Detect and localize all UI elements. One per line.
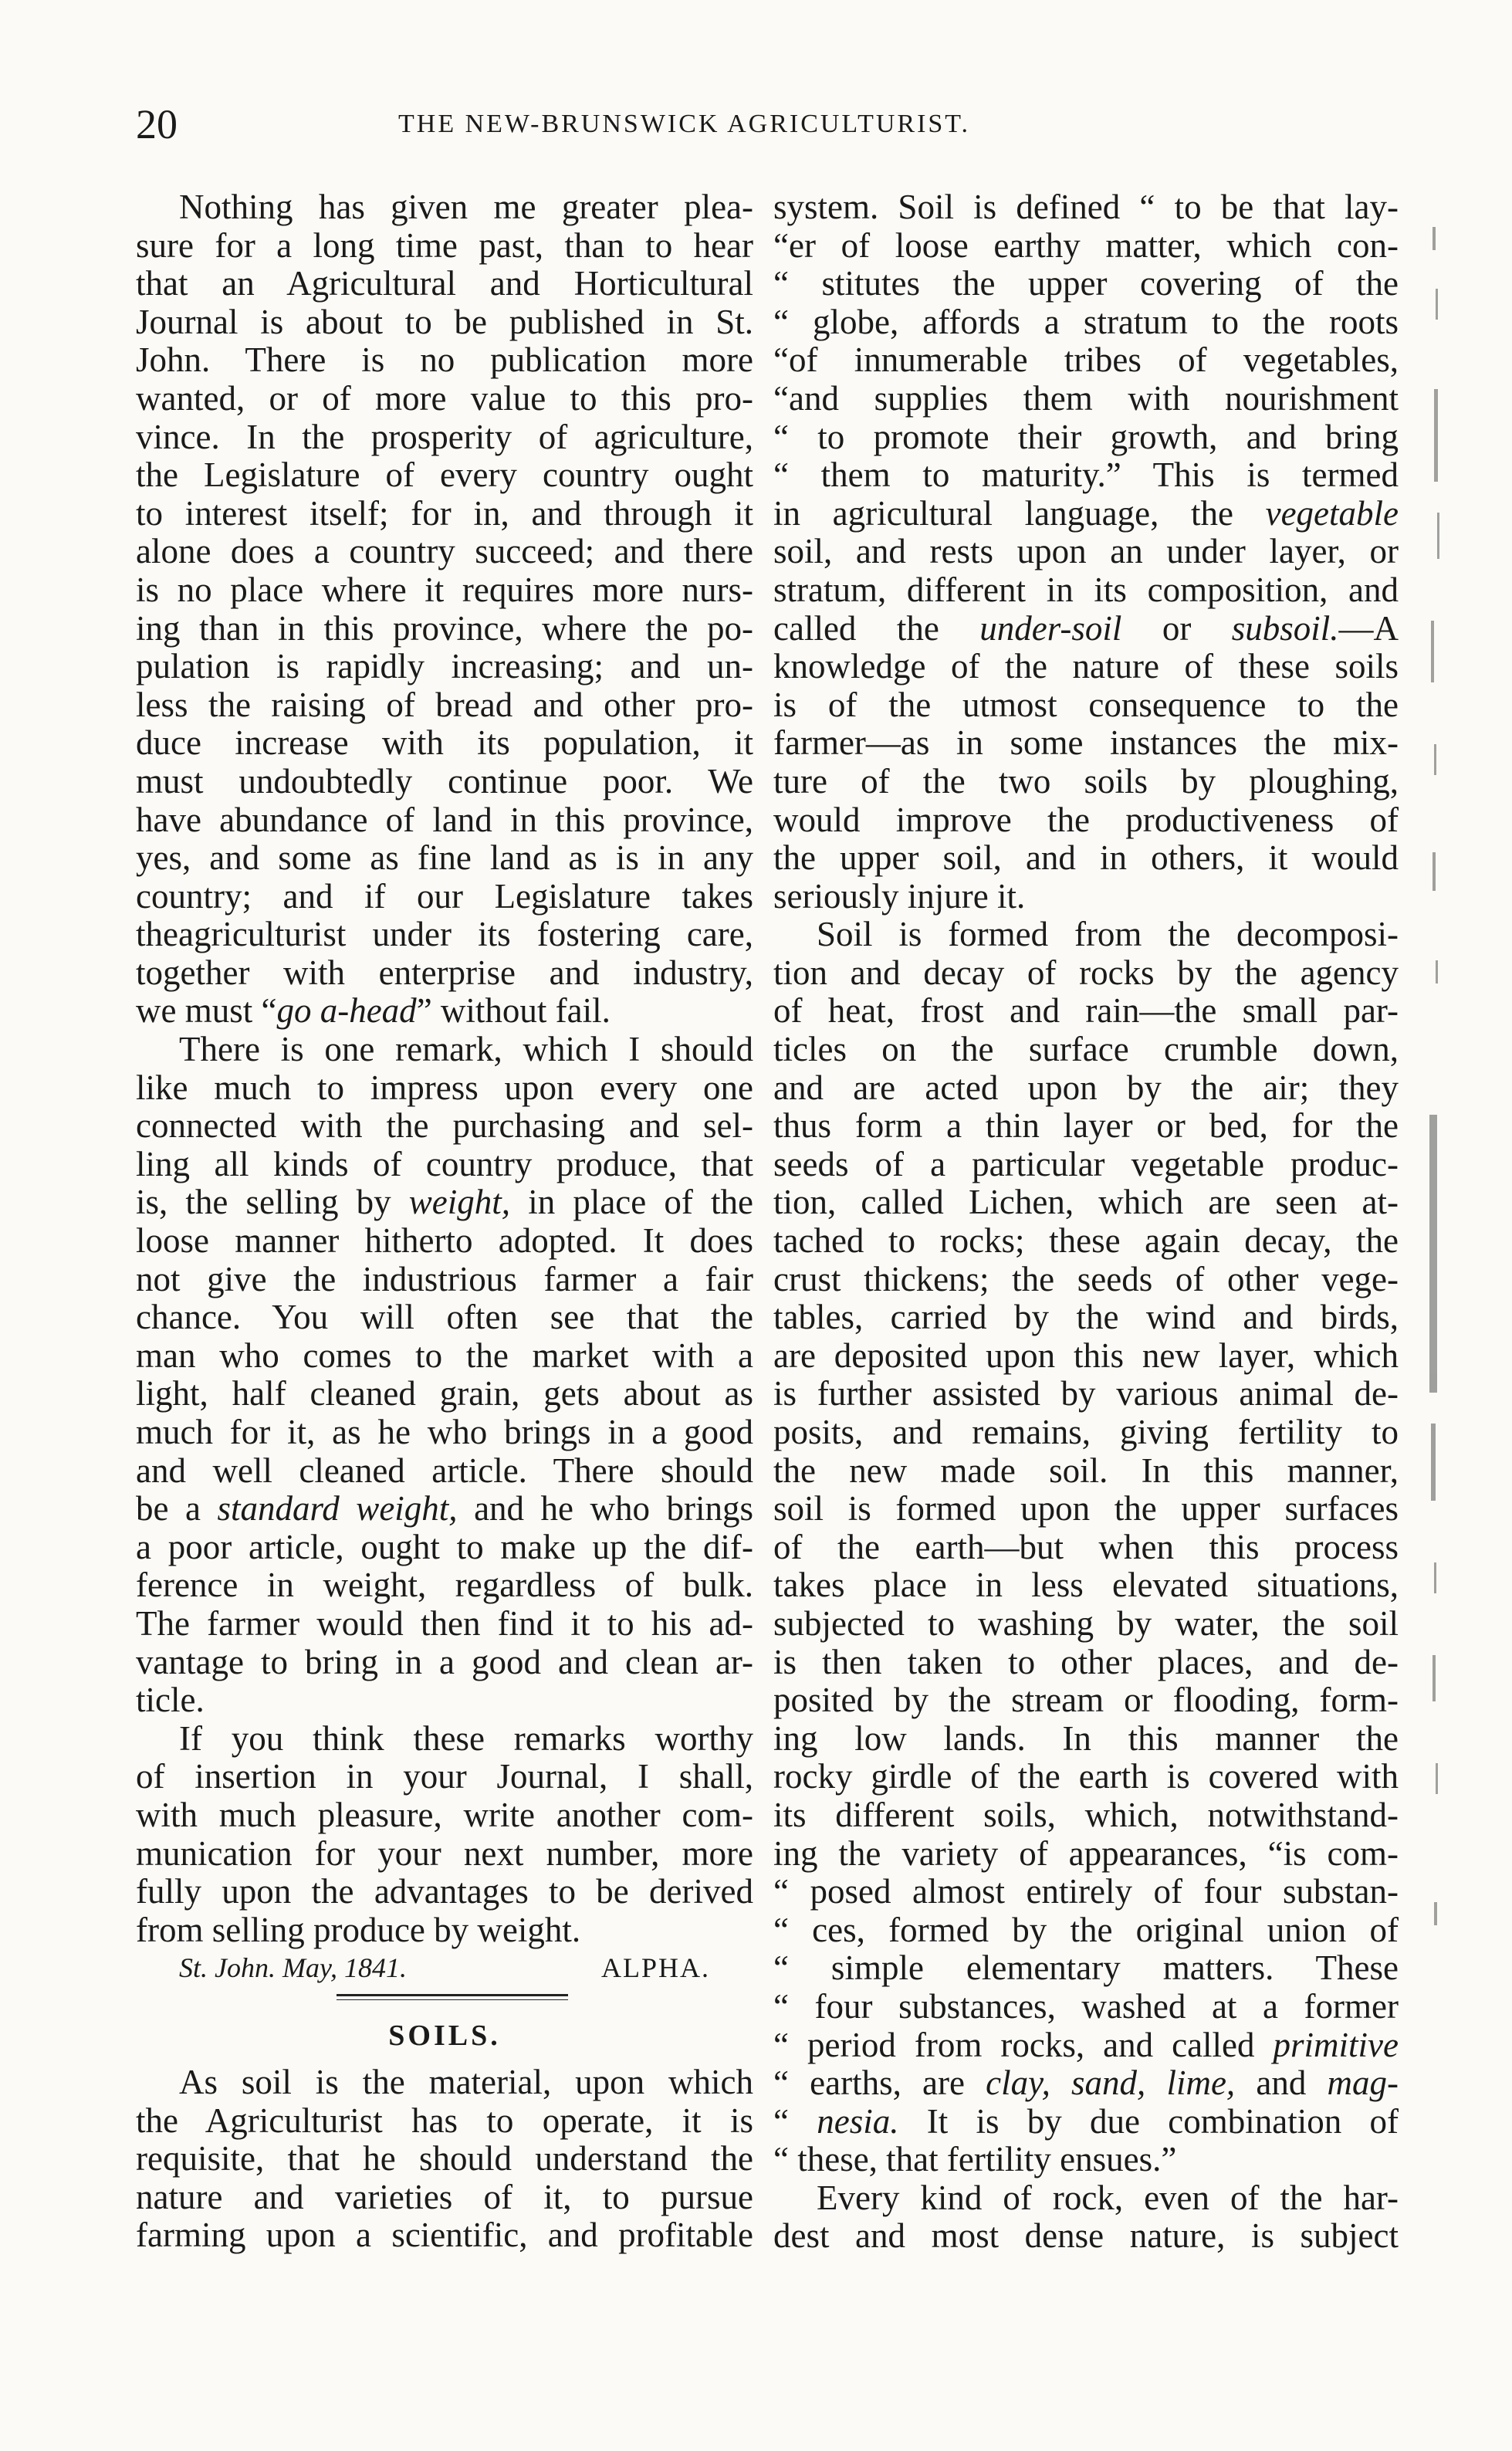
page-number: 20: [136, 101, 178, 147]
italic-phrase: primitive: [1273, 2025, 1399, 2064]
text-line: alone does a country succeed; and there: [136, 532, 753, 571]
text-line: requisite, that he should understand the: [136, 2139, 753, 2178]
text-line: ticle.: [136, 1681, 205, 1720]
text-line: is of the utmost consequence to the: [773, 685, 1399, 724]
text-line: and well cleaned article. There should: [136, 1451, 753, 1490]
text-line: the upper soil, and in others, it would: [773, 838, 1399, 878]
text-line: Every kind of rock, even of the har-: [817, 2178, 1399, 2217]
running-title: THE NEW-BRUNSWICK AGRICULTURIST.: [398, 110, 971, 138]
text-line: tion and decay of rocks by the agency: [773, 953, 1399, 992]
text-line: wanted, or of more value to this pro-: [136, 378, 753, 418]
text-fragment: It is by due combination of: [926, 2101, 1399, 2141]
text-line: “of innumerable tribes of vegetables,: [773, 340, 1399, 380]
text-line: ference in weight, regardless of bulk.: [136, 1566, 753, 1605]
text-line: less the raising of bread and other pro-: [136, 685, 753, 724]
text-line: Soil is formed from the decomposi-: [817, 915, 1399, 954]
italic-phrase: clay,: [986, 2063, 1050, 2103]
text-line: soil is formed upon the upper surfaces: [773, 1489, 1399, 1528]
text-line: There is one remark, which I should: [179, 1030, 753, 1069]
text-fragment: be a: [136, 1489, 201, 1528]
text-line: are deposited upon this new layer, which: [773, 1336, 1399, 1375]
text-line: seeds of a particular vegetable produc-: [773, 1144, 1399, 1183]
text-line: not give the industrious farmer a fair: [136, 1259, 753, 1298]
text-line: the new made soil. In this manner,: [773, 1451, 1399, 1490]
text-line: ing than in this province, where the po-: [136, 608, 753, 648]
text-line: “ four substances, washed at a former: [773, 1986, 1399, 2026]
text-line: ling all kinds of country produce, that: [136, 1144, 753, 1183]
text-line: “ them to maturity.” This is termed: [773, 455, 1399, 495]
text-line: tached to rocks; these again decay, the: [773, 1221, 1399, 1261]
text-line: from selling produce by weight.: [136, 1910, 581, 1949]
text-line: yes, and some as fine land as is in any: [136, 838, 753, 878]
section-heading-soils: SOILS.: [388, 2019, 501, 2052]
text-line: [773, 2026, 1399, 2065]
text-line: with much pleasure, write another com-: [136, 1795, 753, 1834]
text-line: crust thickens; the seeds of other vege-: [773, 1259, 1399, 1298]
text-fragment: “ earths, are: [773, 2063, 965, 2103]
text-line: would improve the productiveness of: [773, 800, 1399, 839]
text-line: of insertion in your Journal, I shall,: [136, 1757, 753, 1796]
page-header: [136, 100, 1371, 162]
text-line: farming upon a scientific, and profitable: [136, 2216, 753, 2255]
text-line: [773, 2064, 1399, 2103]
text-line: of heat, frost and rain—the small par-: [773, 991, 1399, 1031]
text-line: “and supplies them with nourishment: [773, 378, 1399, 418]
italic-phrase: subsoil.: [1231, 608, 1339, 648]
signature-author: ALPHA.: [600, 1952, 710, 1984]
italic-phrase: weight,: [408, 1183, 511, 1222]
text-line: its different soils, which, notwithstand-: [773, 1795, 1399, 1834]
text-line: the Agriculturist has to operate, it is: [136, 2101, 753, 2140]
text-line: man who comes to the market with a: [136, 1336, 753, 1375]
text-line: a poor article, ought to make up the dif-: [136, 1527, 753, 1566]
text-fragment: we must “: [136, 991, 277, 1031]
text-line: ing the variety of appearances, “is com-: [773, 1833, 1399, 1873]
text-line: country; and if our Legislature takes: [136, 876, 753, 916]
italic-phrase: standard weight,: [217, 1489, 458, 1528]
text-line: The farmer would then find it to his ad-: [136, 1603, 753, 1643]
text-line: knowledge of the nature of these soils: [773, 647, 1399, 686]
text-line: seriously injure it.: [773, 876, 1026, 916]
text-line: [773, 495, 1399, 533]
text-line: is further assisted by various animal de-: [773, 1374, 1399, 1413]
text-fragment: in agricultural language, the: [773, 493, 1233, 533]
text-line: “ ces, formed by the original union of: [773, 1910, 1399, 1949]
text-line: vince. In the prosperity of agriculture,: [136, 417, 753, 456]
signature-place-date: St. John. May, 1841.: [179, 1952, 407, 1984]
text-line: [773, 2103, 1399, 2141]
text-line: “ to promote their growth, and bring: [773, 417, 1399, 456]
text-line: is then taken to other places, and de-: [773, 1642, 1399, 1681]
text-line: light, half cleaned grain, gets about as: [136, 1374, 753, 1413]
text-line: munication for your next number, more: [136, 1833, 753, 1873]
text-line: vantage to bring in a good and clean ar-: [136, 1642, 753, 1681]
text-line: system. Soil is defined “ to be that lay-: [773, 188, 1399, 226]
italic-phrase: go a-head: [276, 991, 417, 1031]
text-line: “ stitutes the upper covering of the: [773, 264, 1399, 303]
italic-phrase: vegetable: [1265, 493, 1399, 533]
text-line: sure for a long time past, than to hear: [136, 225, 753, 265]
text-line: the Legislature of every country ought: [136, 455, 753, 495]
text-line: dest and most dense nature, is subject: [773, 2216, 1399, 2256]
text-fragment: “: [773, 2101, 789, 2141]
text-line: tables, carried by the wind and birds,: [773, 1298, 1399, 1337]
divider-thin-rule: [337, 1999, 568, 2000]
letter-signature: [136, 1949, 753, 1988]
text-line: connected with the purchasing and sel-: [136, 1106, 753, 1146]
text-line: If you think these remarks worthy: [179, 1718, 753, 1758]
text-line: that an Agricultural and Horticultural: [136, 264, 753, 303]
text-line: John. There is no publication more: [136, 340, 753, 380]
text-fragment: in place of the: [528, 1183, 753, 1222]
italic-phrase: nesia.: [817, 2101, 899, 2141]
right-column: [773, 188, 1399, 2256]
text-line: “ posed almost entirely of four substan-: [773, 1872, 1399, 1911]
left-column: [136, 188, 753, 2255]
text-line: [136, 1490, 753, 1528]
divider-thick-rule: [337, 1994, 568, 1996]
text-line: chance. You will often see that the: [136, 1298, 753, 1337]
text-line: posits, and remains, giving fertility to: [773, 1413, 1399, 1451]
text-line: together with enterprise and industry,: [136, 953, 753, 992]
text-line: have abundance of land in this province,: [136, 800, 753, 839]
text-line: As soil is the material, upon which: [179, 2062, 753, 2101]
text-fragment: or: [1162, 608, 1192, 648]
text-line: farmer—as in some instances the mix-: [773, 723, 1399, 763]
text-line: Nothing has given me greater plea-: [179, 188, 753, 226]
text-fragment: —A: [1338, 608, 1399, 648]
text-line: like much to impress upon every one: [136, 1068, 753, 1107]
section-divider: [136, 1988, 753, 2008]
text-line: soil, and rests upon an under layer, or: [773, 532, 1399, 571]
text-line: subjected to washing by water, the soil: [773, 1603, 1399, 1643]
text-fragment: called the: [773, 608, 939, 648]
text-fragment: ” without fail.: [416, 991, 611, 1031]
text-fragment: is, the selling by: [136, 1183, 391, 1222]
text-line: “er of loose earthy matter, which con-: [773, 225, 1399, 265]
text-line: is no place where it requires more nurs-: [136, 570, 753, 609]
text-line: fully upon the advantages to be derived: [136, 1872, 753, 1911]
text-line: of the earth—but when this process: [773, 1527, 1399, 1566]
text-line: “ these, that fertility ensues.”: [773, 2140, 1177, 2179]
text-line: pulation is rapidly increasing; and un-: [136, 647, 753, 686]
text-line: posited by the stream or flooding, form-: [773, 1681, 1399, 1720]
text-line: Journal is about to be published in St.: [136, 302, 753, 341]
text-line: duce increase with its population, it: [136, 723, 753, 763]
text-line: takes place in less elevated situations,: [773, 1566, 1399, 1605]
text-fragment: “ period from rocks, and called: [773, 2025, 1255, 2064]
text-line: to interest itself; for in, and through it: [136, 493, 753, 533]
text-fragment: and he who brings: [474, 1489, 753, 1528]
text-line: and are acted upon by the air; they: [773, 1068, 1399, 1107]
text-line: [136, 1183, 753, 1222]
italic-phrase: lime,: [1166, 2063, 1236, 2103]
text-line: [136, 992, 753, 1031]
text-line: [773, 610, 1399, 648]
text-line: stratum, different in its composition, and: [773, 570, 1399, 609]
text-line: loose manner hitherto adopted. It does: [136, 1221, 753, 1261]
text-line: thus form a thin layer or bed, for the: [773, 1106, 1399, 1146]
text-line: nature and varieties of it, to pursue: [136, 2177, 753, 2216]
text-line: “ globe, affords a stratum to the roots: [773, 302, 1399, 341]
italic-phrase: under-soil: [979, 608, 1122, 648]
text-line: tion, called Lichen, which are seen at-: [773, 1183, 1399, 1222]
text-line: much for it, as he who brings in a good: [136, 1413, 753, 1451]
text-line: ture of the two soils by ploughing,: [773, 761, 1399, 801]
text-line: must undoubtedly continue poor. We: [136, 761, 753, 801]
text-line: “ simple elementary matters. These: [773, 1948, 1399, 1988]
italic-phrase: mag-: [1327, 2063, 1399, 2103]
text-line: ing low lands. In this manner the: [773, 1718, 1399, 1758]
text-line: theagriculturist under its fostering care,: [136, 915, 753, 954]
text-line: rocky girdle of the earth is covered with: [773, 1757, 1399, 1796]
text-line: ticles on the surface crumble down,: [773, 1030, 1399, 1069]
margin-ink-marks: [1417, 188, 1463, 2118]
italic-phrase: sand,: [1071, 2063, 1146, 2103]
text-fragment: and: [1256, 2063, 1307, 2103]
